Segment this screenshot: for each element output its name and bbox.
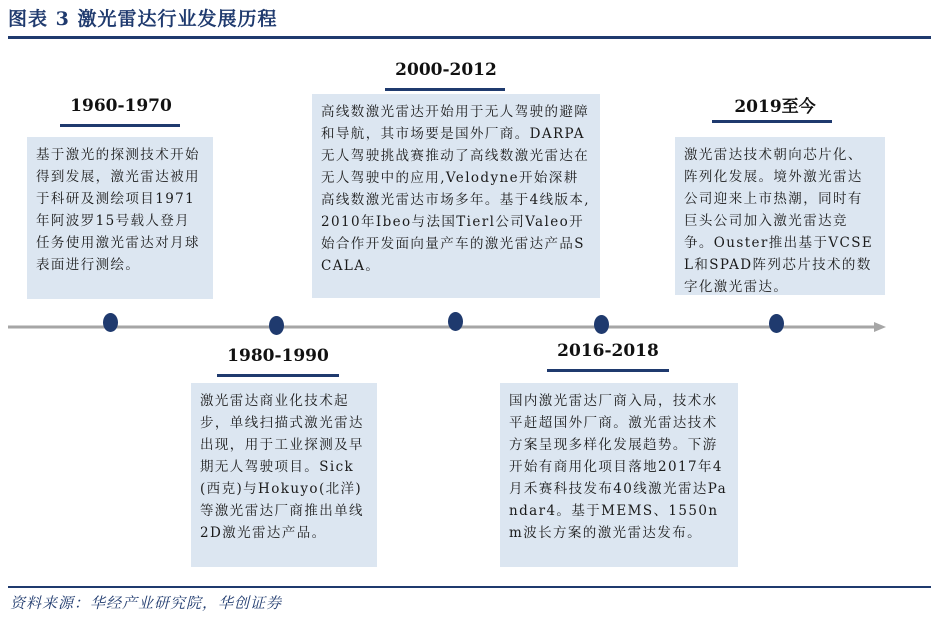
period-label-2016-2018: 2016-2018 bbox=[557, 341, 659, 361]
timeline-dot-1980-1990 bbox=[269, 316, 284, 335]
milestone-box-1980-1990: 激光雷达商业化技术起步，单线扫描式激光雷达出现，用于工业探测及早期无人驾驶项目。Sick(西克)与Hokuyo(北洋)等激光雷达厂商推出单线2D激光雷达产品。 bbox=[191, 383, 377, 567]
milestone-box-2016-2018: 国内激光雷达厂商入局，技术水平赶超国外厂商。激光雷达技术方案呈现多样化发展趋势。下游开始有商用化项目落地2017年4月禾赛科技发布40线激光雷达Pandar4。基于MEMS、1550nm波长方案的激光雷达发布。 bbox=[500, 383, 738, 567]
source-note: 资料来源：华经产业研究院，华创证券 bbox=[10, 594, 283, 612]
period-underline bbox=[385, 88, 505, 91]
period-underline bbox=[712, 120, 832, 123]
period-underline bbox=[217, 374, 339, 377]
title-divider bbox=[8, 36, 931, 39]
timeline-dot-2019-present bbox=[769, 314, 784, 333]
footer-divider bbox=[8, 586, 931, 588]
period-underline bbox=[547, 369, 669, 372]
milestone-box-2019-present: 激光雷达技术朝向芯片化、阵列化发展。境外激光雷达公司迎来上市热潮，同时有巨头公司加入激光雷达竞争。Ouster推出基于VCSEL和SPAD阵列芯片技术的数字化激光雷达。 bbox=[675, 137, 885, 295]
period-label-1980-1990: 1980-1990 bbox=[227, 346, 329, 366]
timeline-dot-1960-1970 bbox=[103, 313, 118, 332]
timeline-dot-2016-2018 bbox=[594, 315, 609, 334]
milestone-box-2000-2012: 高线数激光雷达开始用于无人驾驶的避障和导航，其市场要是国外厂商。DARPA无人驾驶挑战赛推动了高线数激光雷达在无人驾驶中的应用,Velodyne开始深耕高线数激光雷达市场多年。基于4线版本,2010年Ibeo与法国Tierl公司Valeo开始合作开发面向量产车的激光雷达产品SCALA。 bbox=[312, 94, 600, 298]
period-label-2019-present: 2019至今 bbox=[734, 97, 816, 117]
timeline-dot-2000-2012 bbox=[448, 312, 463, 331]
milestone-box-1960-1970: 基于激光的探测技术开始得到发展，激光雷达被用于科研及测绘项目1971年阿波罗15号载人登月任务使用激光雷达对月球表面进行测绘。 bbox=[27, 137, 213, 299]
figure-title: 图表 3 激光雷达行业发展历程 bbox=[8, 8, 278, 30]
period-label-2000-2012: 2000-2012 bbox=[395, 60, 497, 80]
period-label-1960-1970: 1960-1970 bbox=[70, 96, 172, 116]
period-underline bbox=[60, 124, 180, 127]
